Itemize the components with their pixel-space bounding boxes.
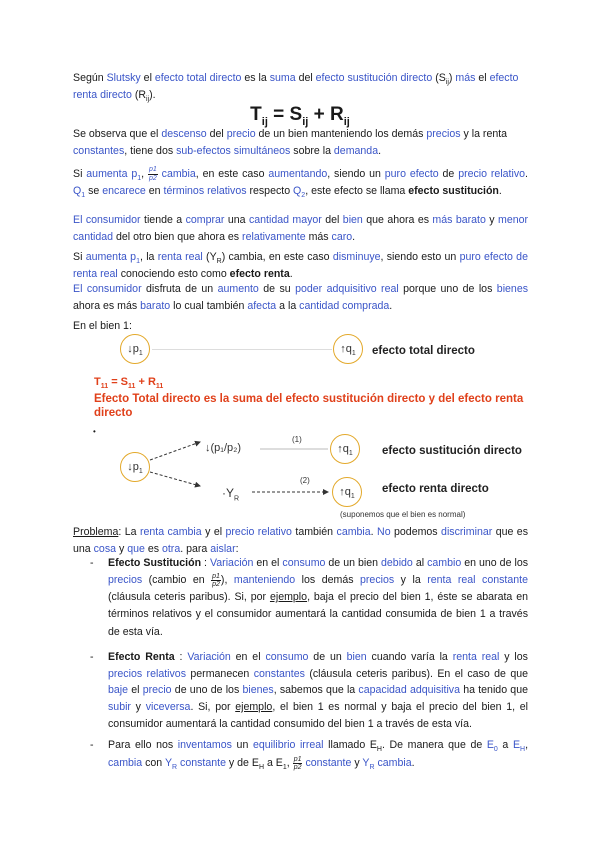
link-renta-real-3[interactable]: renta real <box>452 650 500 663</box>
link-baje[interactable]: baje <box>108 684 129 697</box>
link-constantes[interactable]: constantes <box>73 144 125 157</box>
slutsky-formula: $T_{ij} = S_{ij} + R_{ij}$ <box>250 104 350 128</box>
link-consumidor[interactable]: El consumidor <box>73 214 141 226</box>
price-ratio-fraction-3: $\frac{p1}{p2}$ <box>293 755 302 772</box>
link-precio-2[interactable]: precio <box>142 684 172 697</box>
link-puro-efecto[interactable]: puro efecto <box>384 168 439 180</box>
consumidor-paragraph-2: El consumidor disfruta de un aumento de su poder adquisitivo real porque uno de los bienes ahora es más barato lo cual también afecta a la cantidad comprada. <box>73 283 529 312</box>
link-renta-cambia[interactable]: renta cambia <box>139 526 202 538</box>
link-precio-relativo[interactable]: precio relativo <box>458 168 526 180</box>
link-mas[interactable]: más <box>455 72 476 84</box>
link-de-renta-real[interactable]: de renta real <box>73 251 528 280</box>
red-title: Efecto Total directo es la suma del efecto sustitución directo y del efecto renta directo <box>94 393 524 420</box>
link-variacion-2[interactable]: Variación <box>187 650 231 663</box>
link-precios-3[interactable]: precios <box>360 574 395 587</box>
link-cambia-2[interactable]: cambia <box>336 526 371 538</box>
link-consumidor-2[interactable]: El consumidor <box>73 283 142 295</box>
slutsky-figure <box>0 330 600 530</box>
link-variacion[interactable]: Variación <box>210 557 254 569</box>
link-renta-real[interactable]: renta real <box>157 251 203 263</box>
red-equation: $T_{11} = S_{11} + R_{11}$ <box>94 376 164 391</box>
link-cosa[interactable]: cosa <box>93 542 117 555</box>
link-comprar[interactable]: comprar <box>185 214 225 226</box>
arrows-svg <box>0 330 600 530</box>
link-viceversa[interactable]: viceversa <box>145 700 191 713</box>
link-bien-2[interactable]: bien <box>346 650 367 663</box>
total-effect-label: efecto total directo <box>372 345 475 357</box>
link-consumo[interactable]: consumo <box>282 557 326 569</box>
consumidor-paragraph-1: El consumidor tiende a comprar una cantidad mayor del bien que ahora es más barato y menor cantidad del otro bien que ahora es relativamente más caro. <box>73 214 529 243</box>
link-slutsky[interactable]: Slutsky <box>106 72 141 84</box>
q1-up-circle: $↑q_1$ <box>333 334 363 364</box>
q1-up-circle-renta: $↑q_1$ <box>332 477 362 507</box>
link-cantidad-comprada[interactable]: cantidad comprada <box>299 299 390 312</box>
mark-2: (2) <box>300 476 310 485</box>
link-poder-adquisitivo[interactable]: poder adquisitivo real <box>295 283 399 295</box>
normal-good-note: (suponemos que el bien es normal) <box>340 510 466 519</box>
p1-down-circle-2: $↓p_1$ <box>120 452 150 482</box>
link-constante-2[interactable]: constante <box>180 757 226 770</box>
en-el-bien-label: En el bien 1: <box>73 320 132 332</box>
link-otra[interactable]: otra <box>161 542 181 555</box>
link-aumento[interactable]: aumento <box>217 283 259 295</box>
link-no[interactable]: No <box>377 526 391 538</box>
sustitucion-paragraph: Si aumenta $p_1$, $\frac{p1}{p2}$ cambia, en este caso aumentando, siendo un puro efecto de precio relativo. $Q_1$ se encarece en términos relativos respecto $Q_2$, este efecto se llama efecto sustitución. <box>73 166 528 200</box>
link-aumenta[interactable]: aumenta <box>86 168 128 180</box>
link-efecto-total[interactable]: efecto total directo <box>154 72 242 84</box>
price-ratio-fraction-2: $\frac{p1}{p2}$ <box>212 572 220 588</box>
link-debido[interactable]: debido <box>381 557 413 569</box>
yr-label: $\cdot Y_R$ <box>222 486 240 503</box>
q1-up-circle-sust: $↑q_1$ <box>330 434 360 464</box>
effects-list <box>73 555 528 772</box>
intro-paragraph: Según Slutsky el efecto total directo es la suma del efecto sustitución directo $(S_{ij})$ más el efecto renta directo $(R_{ij})$. <box>73 72 519 103</box>
link-precio[interactable]: precio <box>226 128 256 140</box>
sust-effect-label: efecto sustitución directo <box>382 445 522 457</box>
link-discriminar[interactable]: discriminar <box>441 526 493 538</box>
link-suma[interactable]: suma <box>269 72 296 84</box>
arrow-to-yr <box>150 472 200 486</box>
link-constante[interactable]: constante <box>482 574 528 587</box>
link-constante-3[interactable]: constante <box>305 757 352 770</box>
link-cambia[interactable]: cambia <box>161 168 196 180</box>
link-que[interactable]: que <box>127 542 145 555</box>
renta-effect-label: efecto renta directo <box>382 483 489 495</box>
link-disminuye[interactable]: disminuye <box>332 251 381 263</box>
link-aislar[interactable]: aislar <box>210 542 236 555</box>
list-item-renta: - Efecto Renta : Variación en el consumo de un bien cuando varía la renta real y los precios relativos permanecen constantes (cláusula ceteris paribus). En el caso de que baje el precio de uno de los bienes, sabemos que la capacidad adquisitiva ha tenido que subir y viceversa. Si, por ejemplo, el bien 1 es normal y baja el precio del bien 1, el consumidor aumentará la cantidad consumido del bien 1 a través de esta vía. <box>73 649 528 733</box>
observation-paragraph: Se observa que el descenso del precio de un bien manteniendo los demás precios y la renta constantes, tiene dos sub-efectos simultáneos sobre la demanda. <box>73 128 508 157</box>
link-relativamente[interactable]: relativamente <box>242 230 306 243</box>
link-subir[interactable]: subir <box>108 700 131 713</box>
link-manteniendo[interactable]: manteniendo <box>233 574 296 587</box>
link-menor-cantidad[interactable]: menor cantidad <box>73 214 529 243</box>
p1-down-circle: $↓p_1$ <box>120 334 150 364</box>
link-afecta[interactable]: afecta <box>247 299 277 312</box>
link-precios[interactable]: precios <box>426 128 461 140</box>
link-inventamos[interactable]: inventamos <box>177 739 232 752</box>
link-bienes-2[interactable]: bienes <box>242 684 274 697</box>
link-bien[interactable]: bien <box>342 214 363 226</box>
link-caro[interactable]: caro <box>331 230 353 243</box>
link-precios-relativos[interactable]: precios relativos <box>108 667 186 680</box>
link-encarece[interactable]: encarece <box>102 185 146 198</box>
link-descenso[interactable]: descenso <box>161 128 207 140</box>
list-item-sustitucion: - Efecto Sustitución : Variación en el consumo de un bien debido al cambio en uno de los precios (cambio en $\frac{p1}{p2}$ ), manteniendo los demás precios y la renta real constante (cláusula ceteris paribus). Si, por ejemplo, baja el precio del bien 1, éste se abarata en términos relativos y el consumidor aumentará la cantidad consumida de bien 1 a través de esta vía. <box>73 555 528 641</box>
link-capacidad[interactable]: capacidad adquisitiva <box>358 684 460 697</box>
mark-1: (1) <box>292 435 302 444</box>
link-constantes-2[interactable]: constantes <box>253 667 305 680</box>
small-mark: • <box>93 427 96 436</box>
problema-paragraph: Problema: La renta cambia y el precio relativo también cambia. No podemos discriminar que es una cosa y que es otra. para aislar: <box>73 526 528 555</box>
link-cantidad-mayor[interactable]: cantidad mayor <box>248 214 322 226</box>
link-precios-2[interactable]: precios <box>108 574 143 587</box>
link-mas-barato[interactable]: más barato <box>432 214 486 226</box>
link-renta-real-2[interactable]: renta real <box>427 574 476 587</box>
link-cambio[interactable]: cambio <box>427 557 462 569</box>
link-demanda[interactable]: demanda <box>333 144 379 157</box>
arrow-to-ratio <box>150 442 200 460</box>
link-cambia-3[interactable]: cambia <box>108 757 143 770</box>
link-bienes[interactable]: bienes <box>496 283 529 295</box>
link-efecto-sustitucion[interactable]: efecto sustitución directo <box>315 72 433 84</box>
link-aumentando[interactable]: aumentando <box>268 168 328 180</box>
link-terminos-relativos[interactable]: términos relativos <box>163 185 247 198</box>
link-puro-efecto-2[interactable]: puro efecto <box>459 251 513 263</box>
link-cambia-4[interactable]: cambia <box>377 757 412 770</box>
link-equilibrio[interactable]: equilibrio irreal <box>252 739 324 752</box>
price-ratio-down: ↓(p₁/p₂) <box>205 442 242 454</box>
link-efecto-renta[interactable]: efecto renta directo <box>73 72 519 101</box>
list-item-equilibrio: - Para ello nos inventamos un equilibrio irreal llamado $E_H$. De manera que de $E_0$ a $E_H$, cambia con $Y_R$ constante y de $E_H$ a $E_1$, $\frac{p1}{p2}$ constante y $Y_R$ cambia. <box>73 736 528 772</box>
price-ratio-fraction: $\frac{p1}{p2}$ <box>148 166 157 182</box>
link-subefectos[interactable]: sub-efectos simultáneos <box>176 144 291 157</box>
link-precio-relativo-2[interactable]: precio relativo <box>225 526 292 538</box>
link-consumo-2[interactable]: consumo <box>265 650 309 663</box>
link-aumenta-p1[interactable]: aumenta p <box>85 251 137 263</box>
link-barato[interactable]: barato <box>140 299 171 312</box>
renta-paragraph: Si aumenta $p_1$, la renta real $(Y_R)$ cambia, en este caso disminuye, siendo esto un puro efecto de renta real conociendo esto como efecto renta. <box>73 251 528 280</box>
